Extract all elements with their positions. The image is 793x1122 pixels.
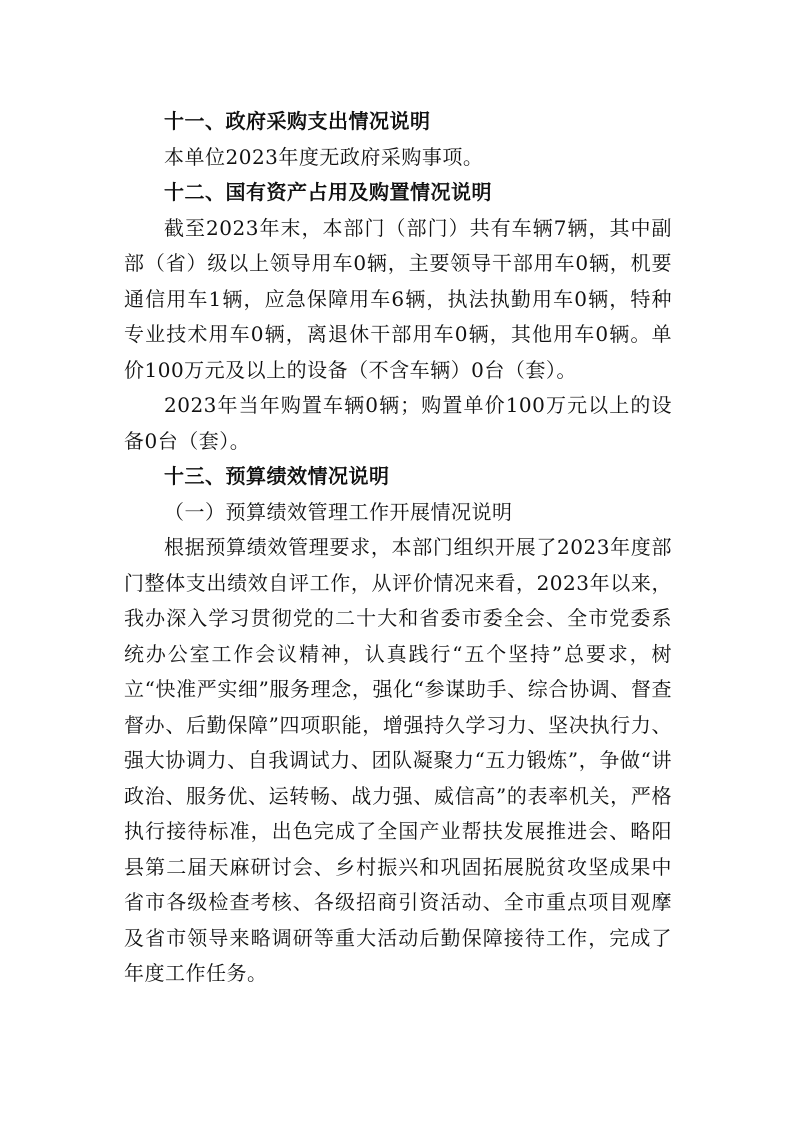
section-12-paragraph-1: 截至2023年末，本部门（部门）共有车辆7辆，其中副部（省）级以上领导用车0辆，主要领导干部用车0辆，机要通信用车1辆，应急保障用车6辆，执法执勤用车0辆，特种专业技术用车0辆，离退休干部用车0辆，其他用车0辆。单价100万元及以上的设备（不含车辆）0台（套）。 [124, 215, 672, 382]
document-body [124, 104, 672, 992]
section-13-subheading-1: （一）预算绩效管理工作开展情况说明 [164, 499, 513, 524]
section-11-paragraph-1: 本单位2023年度无政府采购事项。 [164, 144, 484, 169]
section-heading-12: 十二、国有资产占用及购置情况说明 [164, 180, 492, 204]
section-13-paragraph-1: 根据预算绩效管理要求，本部门组织开展了2023年度部门整体支出绩效自评工作，从评价情况来看，2023年以来，我办深入学习贯彻党的二十大和省委市委全会、全市党委系统办公室工作会议精神，认真践行“五个坚持”总要求，树立“快准严实细”服务理念，强化“参谋助手、综合协调、督查督办、后勤保障”四项职能，增强持久学习力、坚决执行力、强大协调力、自我调试力、团队凝聚力“五力锻炼”，争做“讲政治、服务优、运转畅、战力强、威信高”的表率机关，严格执行接待标准，出色完成了全国产业帮扶发展推进会、略阳县第二届天麻研讨会、乡村振兴和巩固拓展脱贫攻坚成果中省市各级检查考核、各级招商引资活动、全市重点项目观摩及省市领导来略调研等重大活动后勤保障接待工作，完成了年度工作任务。 [124, 535, 672, 985]
section-12-paragraph-2: 2023年当年购置车辆0辆；购置单价100万元以上的设备0台（套）。 [124, 393, 672, 453]
section-heading-13: 十三、预算绩效情况说明 [164, 464, 390, 488]
section-heading-11: 十一、政府采购支出情况说明 [164, 109, 431, 133]
